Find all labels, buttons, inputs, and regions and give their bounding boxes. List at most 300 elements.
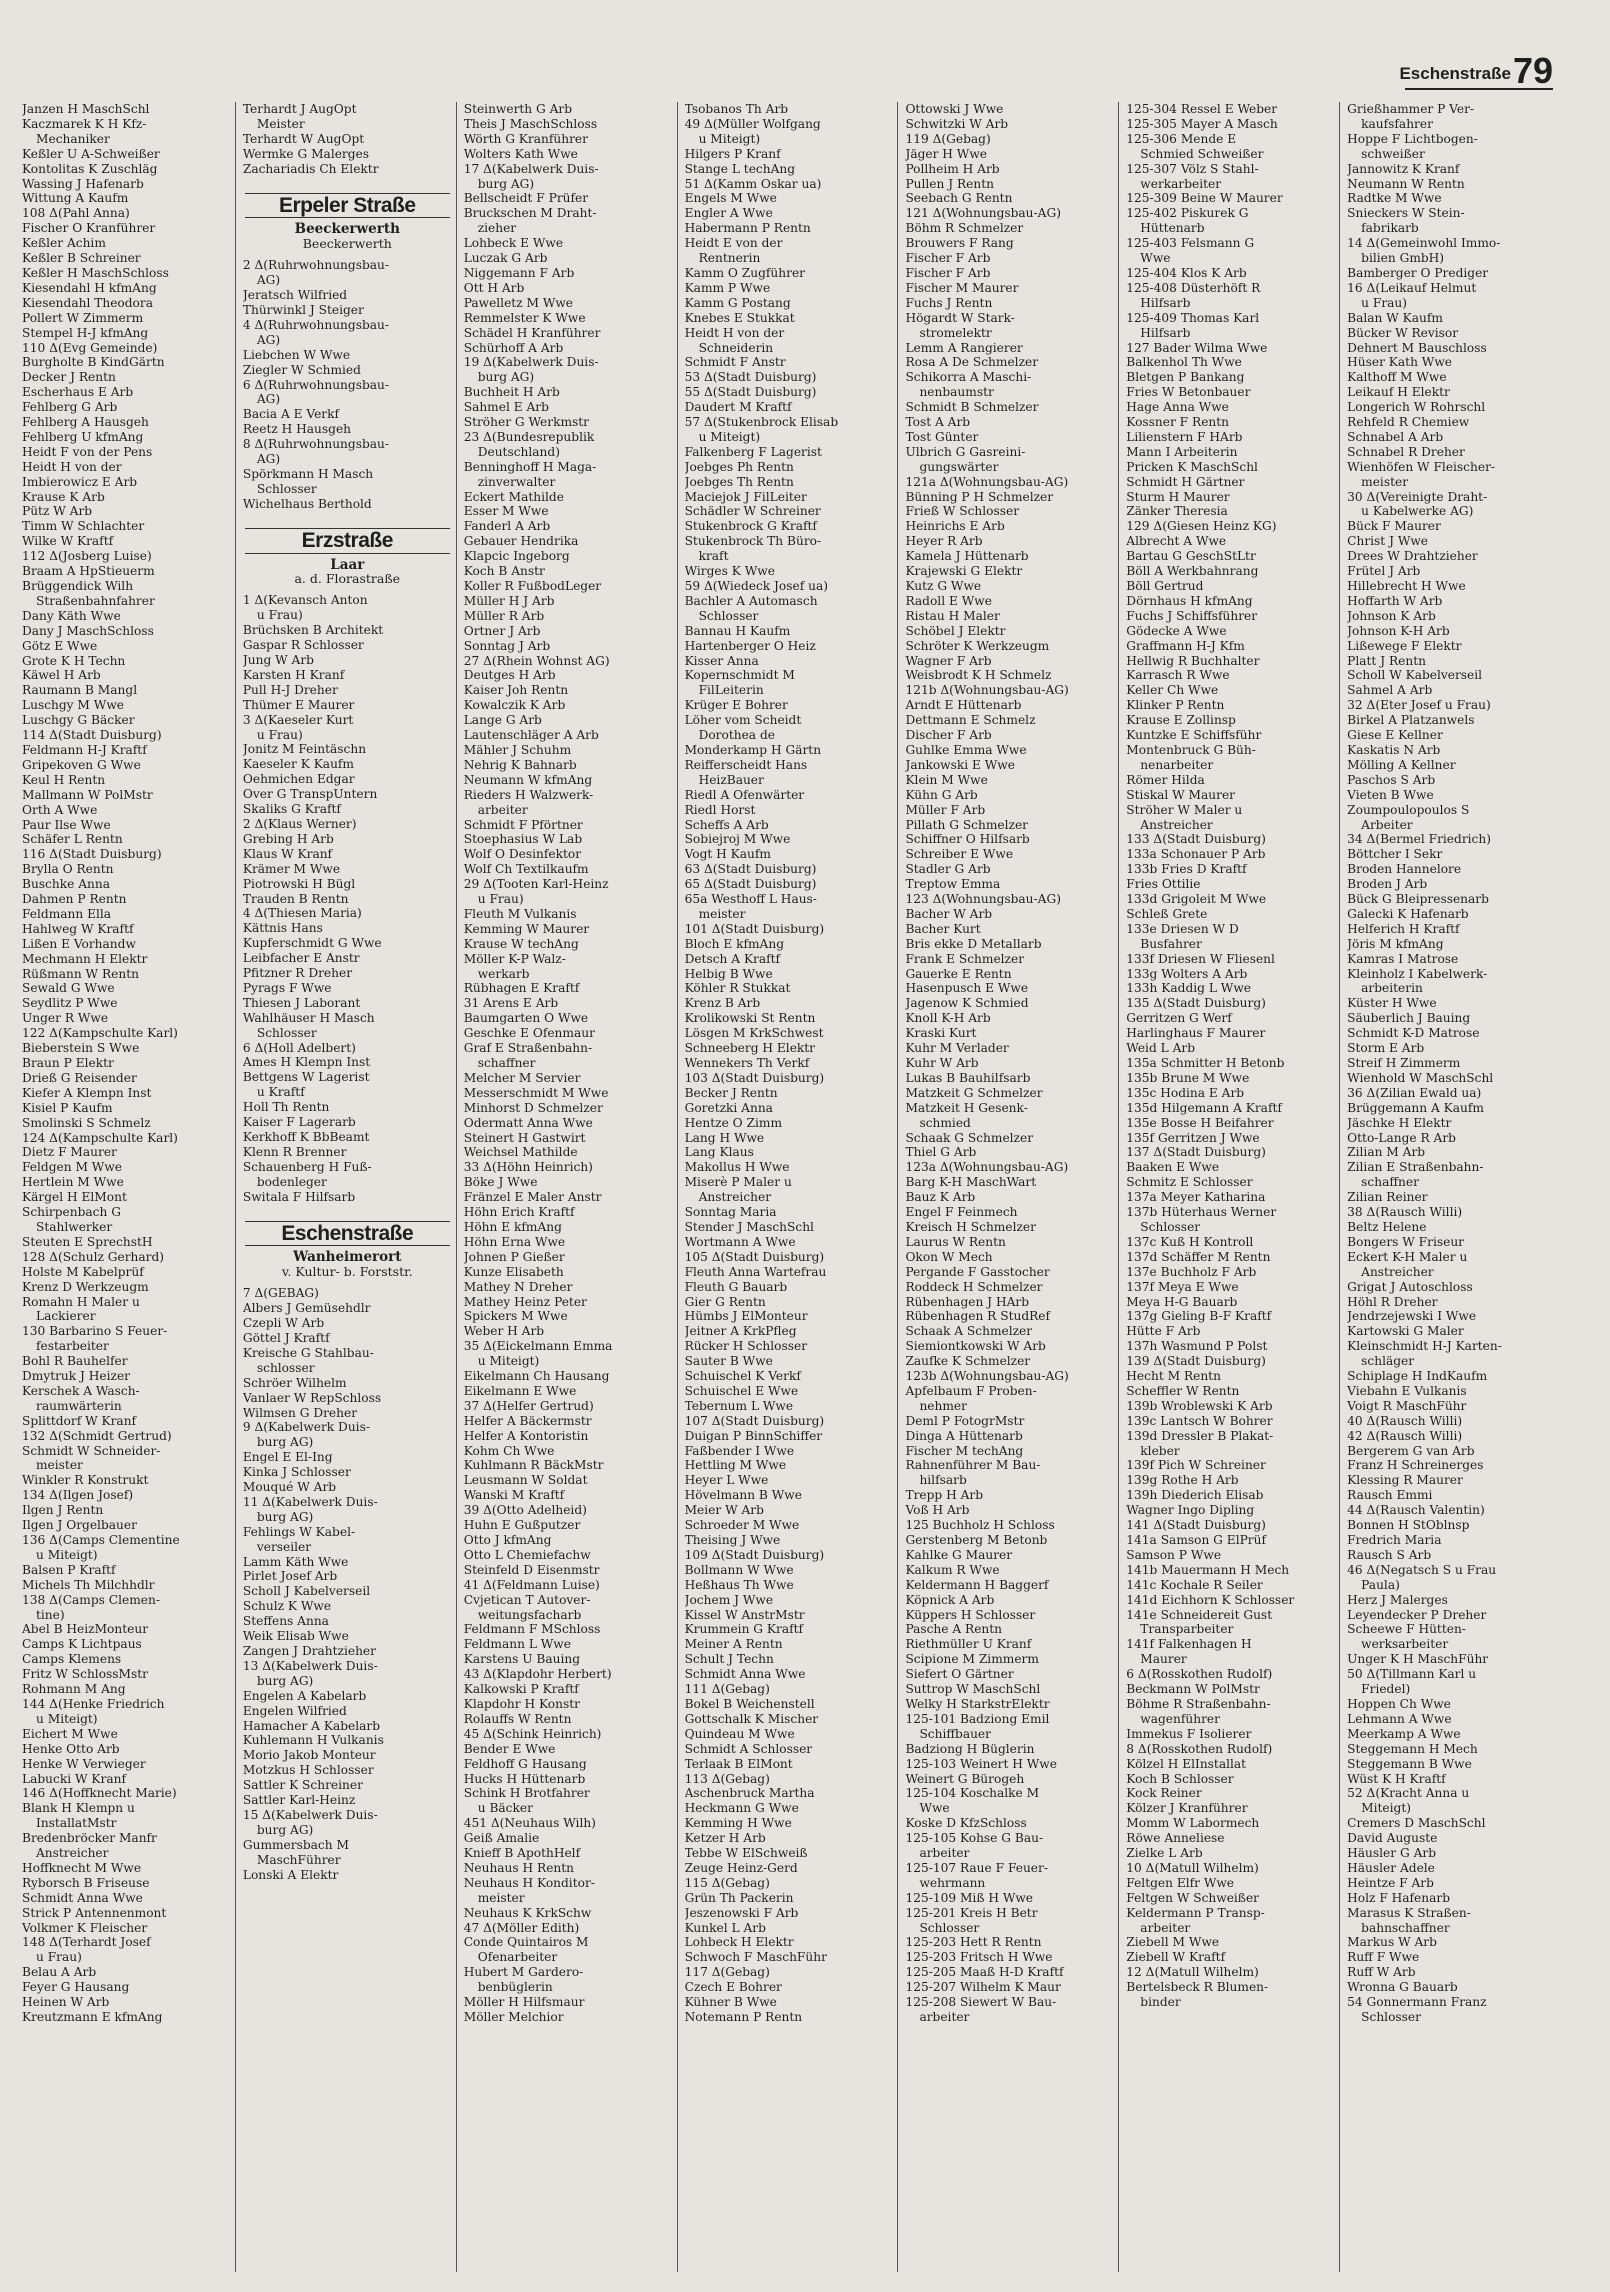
street-name: Eschenstraße [245, 1221, 450, 1247]
resident-entry: Rehfeld R Chemiew [1347, 415, 1470, 430]
district-name: Beeckerwerth [294, 221, 400, 238]
resident-entry: 138 Δ(Camps Clemen- [22, 1592, 160, 1607]
resident-entry: 4 Δ(Ruhrwohnungsbau- [242, 317, 390, 332]
resident-entry: Graffmann H-J Kfm [1126, 638, 1245, 653]
directory-column-1 [20, 102, 236, 2272]
street-range: v. Kultur- b. Forststr. [281, 1264, 413, 1280]
resident-entry: Heckmann G Wwe [684, 1801, 799, 1816]
resident-entry: Gebauer Hendrika [463, 534, 579, 549]
resident-entry: 124 Δ(Kampschulte Karl) [22, 1130, 178, 1145]
resident-entry: 108 Δ(Pahl Anna) [22, 206, 130, 221]
entry-continuation: u Frau) [36, 1950, 82, 1965]
resident-entry: 40 Δ(Rausch Willi) [1347, 1413, 1463, 1428]
resident-entry: Jäger H Wwe [905, 146, 987, 161]
resident-entry: 139g Rothe H Arb [1126, 1473, 1239, 1488]
resident-entry: 141e Schneidereit Gust [1126, 1607, 1273, 1622]
resident-entry: Hahlweg W Kraftf [22, 921, 134, 936]
resident-entry: 53 Δ(Stadt Duisburg) [684, 370, 817, 385]
resident-entry: Harlinghaus F Maurer [1126, 1026, 1266, 1041]
resident-entry: Dany J MaschSchloss [22, 623, 154, 638]
entry-continuation: Hilfsarb [1140, 325, 1191, 340]
resident-entry: Frank E Schmelzer [905, 951, 1025, 966]
resident-entry: Keldermann H Baggerf [905, 1577, 1049, 1592]
resident-entry: Cremers D MaschSchl [1347, 1816, 1486, 1831]
resident-entry: 130 Barbarino S Feuer- [22, 1324, 168, 1339]
resident-entry: 122 Δ(Kampschulte Karl) [22, 1026, 178, 1041]
resident-entry: Kaczmarek K H Kfz- [22, 116, 147, 131]
resident-entry: Piotrowski H Bügl [242, 876, 356, 891]
resident-entry: Quindeau M Wwe [684, 1726, 795, 1741]
resident-entry: 47 Δ(Möller Edith) [463, 1920, 580, 1935]
resident-entry: Keßler Achim [22, 236, 106, 251]
entry-continuation: nenarbeiter [1140, 757, 1214, 772]
resident-entry: Fränzel E Maler Anstr [463, 1190, 602, 1205]
resident-entry: Ryborsch B Friseuse [22, 1875, 150, 1890]
resident-entry: Pollert W Zimmerm [22, 310, 144, 325]
resident-entry: Häusler Adele [1347, 1860, 1435, 1875]
resident-entry: Weinert G Bürogeh [905, 1771, 1025, 1786]
resident-entry: Pillath G Schmelzer [905, 817, 1028, 832]
resident-entry: Gödecke A Wwe [1126, 623, 1227, 638]
resident-entry: Marasus K Straßen- [1347, 1905, 1471, 1920]
resident-entry: Stoephasius W Lab [463, 832, 583, 847]
resident-entry: 139f Pich W Schreiner [1126, 1458, 1266, 1473]
resident-entry: Heintze F Arb [1347, 1875, 1434, 1890]
resident-entry: Melcher M Servier [463, 1070, 581, 1085]
entry-continuation: Anstreicher [1361, 1264, 1434, 1279]
resident-entry: 37 Δ(Helfer Gertrud) [463, 1398, 594, 1413]
resident-entry: Rieders H Walzwerk- [463, 787, 594, 802]
district-name: Wanheimerort [293, 1249, 402, 1266]
resident-entry: Kleinholz I Kabelwerk- [1347, 966, 1488, 981]
resident-entry: Knebes E Stukkat [684, 310, 795, 325]
resident-entry: 121b Δ(Wohnungsbau-AG) [905, 683, 1069, 698]
resident-entry: Morio Jakob Monteur [242, 1748, 376, 1763]
resident-entry: Kissel W AnstrMstr [684, 1607, 805, 1622]
resident-entry: Tost A Arb [905, 415, 971, 430]
resident-entry: 133b Fries D Kraftf [1126, 862, 1247, 877]
resident-entry: Ziegler W Schmied [242, 362, 361, 377]
directory-column-4 [683, 102, 899, 2272]
resident-entry: 133a Schonauer P Arb [1126, 847, 1266, 862]
street-name: Erzstraße [245, 528, 450, 554]
resident-entry: Kiefer A Klempn Inst [22, 1085, 152, 1100]
resident-entry: Orth A Wwe [22, 802, 98, 817]
resident-entry: Bück F Maurer [1347, 519, 1441, 534]
resident-entry: Wolf Ch Textilkaufm [463, 862, 589, 877]
resident-entry: Lamm Käth Wwe [242, 1554, 349, 1569]
resident-entry: Kuntzke E Schiffsführ [1126, 728, 1262, 743]
resident-entry: Ilgen J Rentn [22, 1503, 104, 1518]
resident-entry: Kopernschmidt M [684, 668, 795, 683]
resident-entry: 125-101 Badziong Emil [905, 1711, 1050, 1726]
resident-entry: Schmidt W Schneider- [22, 1443, 161, 1458]
resident-entry: Grebing H Arb [242, 831, 334, 846]
resident-entry: Kühner B Wwe [684, 1995, 777, 2010]
resident-entry: 125-104 Koschalke M [905, 1786, 1040, 1801]
resident-entry: 116 Δ(Stadt Duisburg) [22, 847, 162, 862]
resident-entry: Abel B HeizMonteur [22, 1622, 149, 1637]
resident-entry: 114 Δ(Stadt Duisburg) [22, 728, 162, 743]
resident-entry: Steinwerth G Arb [463, 102, 573, 116]
entry-continuation: Hilfsarb [1140, 295, 1191, 310]
resident-entry: Eichert M Wwe [22, 1726, 118, 1741]
resident-entry: Scipione M Zimmerm [905, 1652, 1039, 1667]
resident-entry: Mann I Arbeiterin [1126, 444, 1238, 459]
entry-continuation: u Frau) [256, 608, 303, 623]
resident-entry: Kühn G Arb [905, 787, 978, 802]
resident-entry: Zilian M Arb [1347, 1145, 1426, 1160]
entry-continuation: Busfahrer [1140, 936, 1202, 951]
resident-entry: Wienhold W MaschSchl [1347, 1070, 1494, 1085]
resident-entry: Bücker W Revisor [1347, 325, 1459, 340]
resident-entry: Lösgen M KrkSchwest [684, 1026, 824, 1041]
resident-entry: 144 Δ(Henke Friedrich [22, 1696, 165, 1711]
resident-entry: Kamela J Hüttenarb [905, 549, 1029, 564]
resident-entry: Rosa A De Schmelzer [905, 355, 1039, 370]
resident-entry: Heyer L Wwe [684, 1473, 769, 1488]
resident-entry: Krause W techAng [463, 936, 579, 951]
resident-entry: Schleß Grete [1126, 906, 1208, 921]
resident-entry: Käwel H Arb [22, 668, 101, 683]
entry-continuation: burg AG) [477, 176, 535, 191]
resident-entry: Kupferschmidt G Wwe [242, 936, 382, 951]
resident-entry: 6 Δ(Rosskothen Rudolf) [1126, 1667, 1273, 1682]
resident-entry: Bachler A Automasch [684, 593, 818, 608]
resident-entry: Bletgen P Bankang [1126, 370, 1245, 385]
resident-entry: Mallmann W PolMstr [22, 787, 153, 802]
resident-entry: Wolf O Desinfektor [463, 847, 582, 862]
resident-entry: Fischer F Arb [905, 265, 991, 280]
resident-entry: Voß H Arb [905, 1503, 970, 1518]
resident-entry: Vanlaer W RepSchloss [242, 1390, 382, 1405]
resident-entry: Ott H Arb [463, 280, 525, 295]
resident-entry: Broden J Arb [1347, 877, 1428, 892]
resident-entry: Eikelmann Ch Hausang [463, 1369, 610, 1384]
resident-entry: Wahlhäuser H Masch [242, 1010, 375, 1025]
resident-entry: 135b Brune M Wwe [1126, 1070, 1250, 1085]
resident-entry: Stange L techAng [684, 161, 796, 176]
resident-entry: Lißewege F Elektr [1347, 638, 1462, 653]
resident-entry: 14 Δ(Gemeinwohl Immo- [1347, 236, 1501, 251]
resident-entry: Dörnhaus H kfmAng [1126, 593, 1253, 608]
resident-entry: Lohbeck E Wwe [463, 236, 564, 251]
resident-entry: Remmelster K Wwe [463, 310, 586, 325]
resident-entry: Escherhaus E Arb [22, 385, 134, 400]
entry-continuation: Wwe [1140, 251, 1171, 266]
resident-entry: Böke J Wwe [463, 1175, 538, 1190]
resident-entry: Schnabel A Arb [1347, 429, 1444, 444]
resident-entry: Gerstenberg M Betonb [905, 1533, 1048, 1547]
entry-continuation: bahnschaffner [1361, 1920, 1450, 1935]
resident-entry: 32 Δ(Eter Josef u Frau) [1347, 698, 1491, 713]
resident-entry: Knoll K-H Arb [905, 1011, 991, 1026]
resident-entry: Motzkus H Schlosser [242, 1763, 374, 1778]
resident-entry: Ziebell M Wwe [1126, 1935, 1220, 1950]
resident-entry: 134 Δ(Ilgen Josef) [22, 1488, 134, 1503]
resident-entry: Kinka J Schlosser [242, 1465, 351, 1480]
resident-entry: Bamberger O Prediger [1347, 265, 1489, 280]
resident-entry: 125-402 Piskurek G [1126, 206, 1249, 221]
resident-entry: Hasenpusch E Wwe [905, 981, 1029, 996]
resident-entry: Sahmel E Arb [463, 400, 549, 415]
entry-continuation: u Kraftf [256, 1085, 305, 1100]
resident-entry: Henke Otto Arb [22, 1741, 120, 1756]
resident-entry: Gripekoven G Wwe [22, 757, 141, 772]
resident-entry: 137 Δ(Stadt Duisburg) [1126, 1145, 1266, 1160]
resident-entry: Otto-Lange R Arb [1347, 1130, 1456, 1145]
entry-continuation: schmied [919, 1115, 971, 1130]
resident-entry: Keßler B Schreiner [22, 251, 141, 266]
entry-continuation: meister [477, 1890, 525, 1905]
resident-entry: Kalkum R Wwe [905, 1562, 1000, 1577]
resident-entry: Bannau H Kaufm [684, 623, 791, 638]
resident-entry: Oehmichen Edgar [242, 772, 355, 787]
resident-entry: 42 Δ(Rausch Willi) [1347, 1428, 1463, 1443]
resident-entry: 125 Buchholz H Schloss [905, 1518, 1055, 1533]
resident-entry: Balsen P Kraftf [22, 1562, 116, 1577]
resident-entry: Kreische G Stahlbau- [242, 1345, 374, 1360]
resident-entry: Wüst K H Kraftf [1347, 1771, 1446, 1786]
resident-entry: Miserè P Maler u [684, 1175, 792, 1190]
resident-entry: 135f Gerritzen J Wwe [1126, 1130, 1260, 1145]
resident-entry: Ames H Klempn Inst [242, 1055, 371, 1070]
resident-entry: Grote K H Techn [22, 653, 126, 668]
resident-entry: 113 Δ(Gebag) [684, 1771, 770, 1786]
resident-entry: Lemm A Rangierer [905, 340, 1023, 355]
resident-entry: Tost Günter [905, 429, 979, 444]
resident-entry: Neumann W kfmAng [463, 772, 593, 787]
resident-entry: 125-307 Völz S Stahl- [1126, 161, 1259, 176]
resident-entry: Fehlberg A Hausgeh [22, 415, 149, 430]
resident-entry: Feldmann H-J Kraftf [22, 742, 147, 757]
resident-entry: Stukenbrock G Kraftf [684, 519, 817, 534]
street-range: Beeckerwerth [302, 236, 392, 252]
resident-entry: Höhl R Dreher [1347, 1294, 1438, 1309]
resident-entry: Zoumpoulopoulos S [1347, 802, 1470, 817]
resident-entry: Ketzer H Arb [684, 1831, 766, 1846]
resident-entry: 125-205 Maaß H-D Kraftf [905, 1965, 1064, 1980]
resident-entry: Dehnert M Bauschloss [1347, 340, 1487, 355]
resident-entry: Kamm G Postang [684, 295, 791, 310]
resident-entry: Sahmel A Arb [1347, 683, 1433, 698]
resident-entry: Krolikowski St Rentn [684, 1011, 816, 1026]
resident-entry: Camps K Lichtpaus [22, 1637, 142, 1652]
resident-entry: 129 Δ(Giesen Heinz KG) [1126, 519, 1277, 534]
resident-entry: Beckmann W PolMstr [1126, 1682, 1260, 1697]
resident-entry: 110 Δ(Evg Gemeinde) [22, 340, 158, 355]
resident-entry: Wortmann A Wwe [684, 1234, 796, 1249]
resident-entry: Otto J kfmAng [463, 1533, 552, 1547]
resident-entry: 137g Gieling B-F Kraftf [1126, 1309, 1272, 1324]
resident-entry: Müller F Arb [905, 802, 986, 817]
resident-entry: Wermke G Malerges [242, 146, 370, 161]
resident-entry: 139c Lantsch W Bohrer [1126, 1413, 1273, 1428]
resident-entry: Hage Anna Wwe [1126, 400, 1229, 415]
resident-entry: Kunkel L Arb [684, 1920, 766, 1935]
resident-entry: Sattler K Schreiner [242, 1778, 363, 1793]
resident-entry: Kreisch H Schmelzer [905, 1219, 1036, 1234]
entry-continuation: Paula) [1361, 1577, 1400, 1592]
resident-entry: Bokel B Weichenstell [684, 1696, 815, 1711]
resident-entry: Heinrichs E Arb [905, 519, 1005, 534]
resident-entry: Lautenschläger A Arb [463, 728, 599, 743]
entry-continuation: zieher [477, 221, 517, 236]
resident-entry: Conde Quintairos M [463, 1935, 589, 1950]
entry-continuation: burg AG) [256, 1673, 314, 1688]
resident-entry: Vogt H Kaufm [684, 847, 771, 862]
resident-entry: Müller R Arb [463, 608, 545, 623]
resident-entry: Braam A HpStieuerm [22, 564, 155, 579]
resident-entry: Drieß G Reisender [22, 1070, 137, 1085]
resident-entry: 39 Δ(Otto Adelheid) [463, 1503, 587, 1518]
entry-continuation: arbeiterin [1361, 981, 1423, 996]
resident-entry: Matzkeit H Gesenk- [905, 1100, 1028, 1115]
resident-entry: 52 Δ(Kracht Anna u [1347, 1786, 1470, 1801]
resident-entry: 12 Δ(Matull Wilhelm) [1126, 1965, 1259, 1980]
resident-entry: Löher vom Scheidt [684, 713, 802, 728]
resident-entry: Engel F Feinmech [905, 1205, 1018, 1220]
resident-entry: 125-403 Felsmann G [1126, 236, 1255, 251]
entry-continuation: FilLeiterin [698, 683, 764, 698]
resident-entry: Hubert M Gardero- [463, 1965, 584, 1980]
entry-continuation: MaschFührer [256, 1852, 341, 1867]
entry-continuation: Hüttenarb [1140, 221, 1205, 236]
resident-entry: Vieten B Wwe [1347, 787, 1434, 802]
resident-entry: Ruff F Wwe [1347, 1950, 1420, 1965]
resident-entry: Kuhlmann R BäckMstr [463, 1458, 604, 1473]
resident-entry: Romahn H Maler u [22, 1294, 140, 1309]
resident-entry: Schmidt B Schmelzer [905, 400, 1039, 415]
entry-continuation: burg AG) [256, 1822, 314, 1837]
resident-entry: Steffens Anna [242, 1614, 329, 1629]
entry-continuation: schaffner [1361, 1175, 1419, 1190]
resident-entry: Heßhaus Th Wwe [684, 1577, 794, 1592]
resident-entry: Rausch S Arb [1347, 1547, 1432, 1562]
resident-entry: Weisbrodt K H Schmelz [905, 668, 1052, 683]
resident-entry: Leikauf H Elektr [1347, 385, 1450, 400]
entry-continuation: Maurer [1140, 1652, 1187, 1667]
resident-entry: Wirges K Wwe [684, 564, 775, 579]
resident-entry: 133d Grigoleit M Wwe [1126, 892, 1267, 907]
resident-entry: Schröer Wilhelm [242, 1375, 347, 1390]
resident-entry: Brüggendick Wilh [22, 579, 134, 593]
resident-entry: Möller H Hilfsmaur [463, 1995, 585, 2010]
resident-entry: Wilke W Kraftf [22, 534, 114, 549]
resident-entry: Notemann P Rentn [684, 2010, 803, 2024]
resident-entry: Meya H-G Bauarb [1126, 1294, 1238, 1309]
resident-entry: Keßler U A-Schweißer [22, 146, 160, 161]
resident-entry: Ströher W Maler u [1126, 802, 1243, 817]
entry-continuation: AG) [256, 392, 281, 407]
directory-column-5 [903, 102, 1119, 2272]
resident-entry: Scheffs A Arb [684, 817, 769, 832]
entry-continuation: u Miteigt) [698, 429, 761, 444]
resident-entry: Welky H StarkstrElektr [905, 1696, 1050, 1711]
resident-entry: Schädler W Schreiner [684, 504, 821, 519]
resident-entry: Scheffler W Rentn [1126, 1383, 1240, 1398]
resident-entry: Böttcher I Sekr [1347, 847, 1443, 862]
entry-continuation: schaffner [477, 1056, 536, 1070]
resident-entry: Terhardt W AugOpt [242, 131, 365, 146]
resident-entry: Kraski Kurt [905, 1026, 977, 1041]
resident-entry: Reifferscheidt Hans [684, 757, 808, 772]
resident-entry: Kemming W Maurer [463, 921, 590, 936]
entry-continuation: arbeiter [477, 802, 528, 817]
resident-entry: Kohm Ch Wwe [463, 1443, 555, 1458]
resident-entry: 127 Bader Wilma Wwe [1126, 340, 1268, 355]
resident-entry: Kaiser Joh Rentn [463, 683, 569, 698]
resident-entry: Deutges H Arb [463, 668, 556, 683]
resident-entry: Bück G Bleipressenarb [1347, 892, 1489, 907]
resident-entry: Kontolitas K Zuschläg [22, 161, 158, 176]
entry-continuation: binder [1140, 1995, 1181, 2010]
resident-entry: Birkel A Platzanwels [1347, 713, 1475, 728]
resident-entry: Braun P Elektr [22, 1056, 114, 1070]
resident-entry: Weber H Arb [463, 1324, 545, 1339]
resident-entry: Storm E Arb [1347, 1041, 1425, 1056]
resident-entry: Fries W Betonbauer [1126, 385, 1251, 400]
resident-entry: Benninghoff H Maga- [463, 459, 597, 474]
resident-entry: 125-309 Beine W Maurer [1126, 191, 1283, 206]
resident-entry: Johnson K Arb [1347, 608, 1436, 623]
resident-entry: Ilgen J Orgelbauer [22, 1518, 137, 1533]
entry-continuation: u Frau) [1361, 295, 1408, 310]
entry-continuation: wagenführer [1140, 1711, 1220, 1726]
resident-entry: Hövelmann B Wwe [684, 1488, 802, 1503]
resident-entry: Wörth G Kranführer [463, 131, 588, 146]
resident-entry: Mouqué W Arb [242, 1480, 337, 1495]
entry-continuation: Mechaniker [36, 131, 110, 146]
page-number: 79 [1512, 50, 1553, 91]
resident-entry: Hümbs J ElMonteur [684, 1309, 808, 1324]
resident-entry: Schröter K Werkzeugm [905, 638, 1050, 653]
resident-entry: 29 Δ(Tooten Karl-Heinz [463, 877, 609, 892]
resident-entry: Platt J Rentn [1347, 653, 1426, 668]
resident-entry: Hellwig R Buchhalter [1126, 653, 1260, 668]
resident-entry: 49 Δ(Müller Wolfgang [684, 116, 821, 131]
resident-entry: Brouwers F Rang [905, 236, 1014, 251]
resident-entry: Hoppen Ch Wwe [1347, 1696, 1451, 1711]
resident-entry: Feyer G Hausang [22, 1980, 130, 1995]
entry-continuation: Schneiderin [698, 340, 774, 355]
resident-entry: Deml P FotogrMstr [905, 1413, 1025, 1428]
resident-entry: 135a Schmitter H Betonb [1126, 1056, 1285, 1070]
resident-entry: Christ J Wwe [1347, 534, 1429, 549]
entry-continuation: Transparbeiter [1140, 1622, 1234, 1637]
resident-entry: Schikorra A Maschi- [905, 370, 1032, 385]
entry-continuation: nehmer [919, 1398, 967, 1413]
resident-entry: Otto L Chemiefachw [463, 1547, 591, 1562]
entry-continuation: weitungsfacharb [477, 1607, 582, 1622]
resident-entry: Rübenhagen J HArb [905, 1294, 1029, 1309]
entry-continuation: Schlosser [1140, 1219, 1201, 1234]
resident-entry: Kaskatis N Arb [1347, 742, 1441, 757]
resident-entry: Knieff B ApothHelf [463, 1846, 581, 1861]
resident-entry: Heidt H von der [22, 459, 122, 474]
resident-entry: Schwoch F MaschFühr [684, 1950, 827, 1965]
resident-entry: Kättnis Hans [242, 921, 323, 936]
resident-entry: Huhn E Gußputzer [463, 1518, 581, 1533]
resident-entry: Fehlberg G Arb [22, 400, 118, 415]
resident-entry: Grün Th Packerin [684, 1890, 794, 1905]
resident-entry: Höhn Erich Kraftf [463, 1205, 575, 1220]
resident-entry: Longerich W Rohrschl [1347, 400, 1486, 415]
resident-entry: 3 Δ(Kaeseler Kurt [242, 712, 354, 727]
resident-entry: Feldmann L Wwe [463, 1637, 571, 1652]
resident-entry: Klaus W Kranf [242, 846, 333, 861]
resident-entry: Zaufke K Schmelzer [905, 1354, 1031, 1369]
